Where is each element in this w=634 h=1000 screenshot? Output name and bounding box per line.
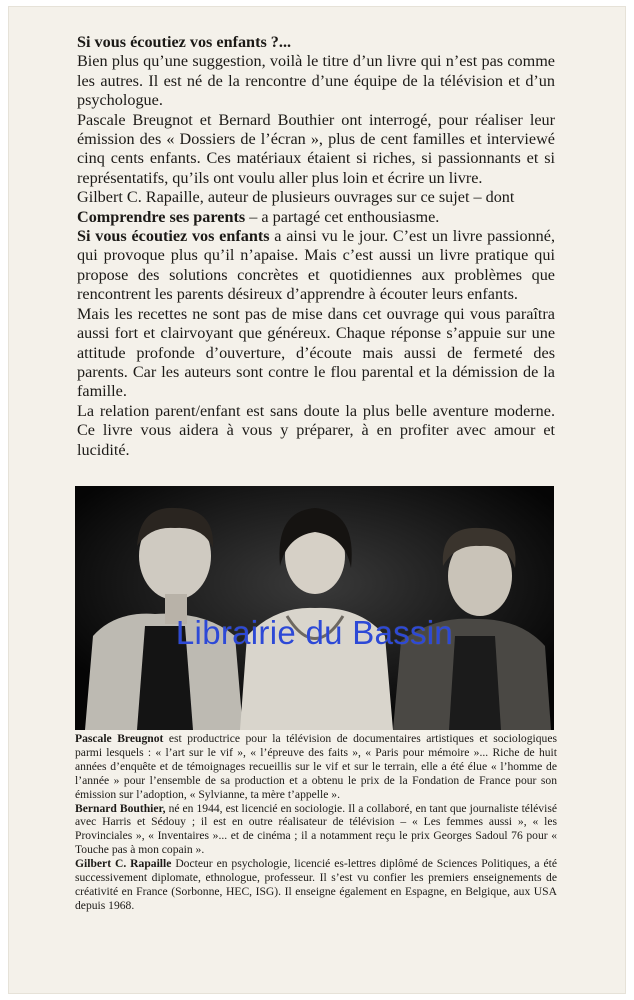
book-title-main: Si vous écoutiez vos enfants xyxy=(77,227,270,246)
authors-photo-image xyxy=(75,486,554,730)
blurb-p3-pre: Gilbert C. Rapaille, auteur de plusieurs ouvrages sur ce sujet – dont xyxy=(77,188,515,207)
blurb-paragraph-1: Bien plus qu’une suggestion, voilà le titre d’un livre qui n’est pas comme les autres. Il est né de la rencontre d’une équipe de la télévision et d’un psychologue. xyxy=(77,52,555,110)
authors-photo xyxy=(75,486,554,730)
bio-text-1: est productrice pour la télévision de documentaires artistiques et sociologiques parmi lesquels : « l’art sur le vif », « l’épreuve des faits », « Paris pour mémoire »... Riche de huit années d’enquête et de témoignages recueillis sur le vif et sur le terrain, elle a été élue « l’homme de l’année » pour l’ensemble de sa production et a obtenu le prix de la Fondation de France pour son émission sur l’adoption, « Sylvianne, ta mère t’appelle ». xyxy=(75,732,557,801)
blurb-p3-post: – a partagé cet enthousiasme. xyxy=(249,207,440,226)
blurb-paragraph-5: Mais les recettes ne sont pas de mise dans cet ouvrage qui vous paraîtra aussi fort et clairvoyant que généreux. Chaque réponse s’appuie sur une attitude profonde d’ouverture, d’écoute mais aussi de fermeté des parents. Car les auteurs sont contre le flou parental et la démission de la famille. xyxy=(77,304,555,401)
author-bios xyxy=(75,732,557,913)
bio-name-1: Pascale Breugnot xyxy=(75,732,164,745)
bio-text-2: né en 1944, est licencié en sociologie. Il a collaboré, en tant que journaliste télévisé avec Harris et Sédouy ; il est en outre réalisateur de télévision – « Les femmes aussi », « les Provinciales », « Inventaires »... et de cinéma ; il a notamment reçu le prix Georges Sadoul 76 pour « Touche pas à mon copain ». xyxy=(75,801,557,857)
bio-name-2: Bernard Bouthier, xyxy=(75,801,166,815)
blurb-paragraph-3 xyxy=(77,188,555,227)
blurb-p4-post: a ainsi vu le jour. C’est un livre passionné, qui provoque plus qu’il n’apaise. Mais c’est aussi un livre pratique qui propose des solutions concrètes et quotidiennes aux problèmes que rencontrent les parents désireux d’apprendre à écouter leurs enfants. xyxy=(77,227,556,304)
blurb-heading: Si vous écoutiez vos enfants ?... xyxy=(77,33,292,51)
blurb-paragraph-6: La relation parent/enfant est sans doute la plus belle aventure moderne. Ce livre vous aidera à vous y préparer, à en profiter avec amour et lucidité. xyxy=(77,401,555,459)
blurb-paragraph-2: Pascale Breugnot et Bernard Bouthier ont interrogé, pour réaliser leur émission des « Dossiers de l’écran », plus de cent familles et interviewé cinq cents enfants. Ces matériaux étaient si riches, si passionnants et si représentatifs, qu’ils ont voulu aller plus loin et écrire un livre. xyxy=(77,110,555,187)
blurb-text xyxy=(77,33,555,460)
bio-gilbert-rapaille xyxy=(75,857,557,913)
watermark-text: Librairie du Bassin xyxy=(175,614,454,651)
bio-text-3: Docteur en psychologie, licencié es-lettres diplômé de Sciences Politiques, a été successivement diplomate, ethnologue, professeur. Il s’est vu confier les premiers enseignements de créativité en France (Sorbonne, HEC, ISG). Il enseigne également en Espagne, en Belgique, aux USA depuis 1968. xyxy=(75,857,557,912)
bio-name-3: Gilbert C. Rapaille xyxy=(75,857,172,871)
book-title-comprendre: Comprendre ses parents xyxy=(77,207,246,226)
bio-pascale-breugnot xyxy=(75,732,557,802)
blurb-paragraph-4 xyxy=(77,227,555,305)
bio-bernard-bouthier xyxy=(75,802,557,858)
